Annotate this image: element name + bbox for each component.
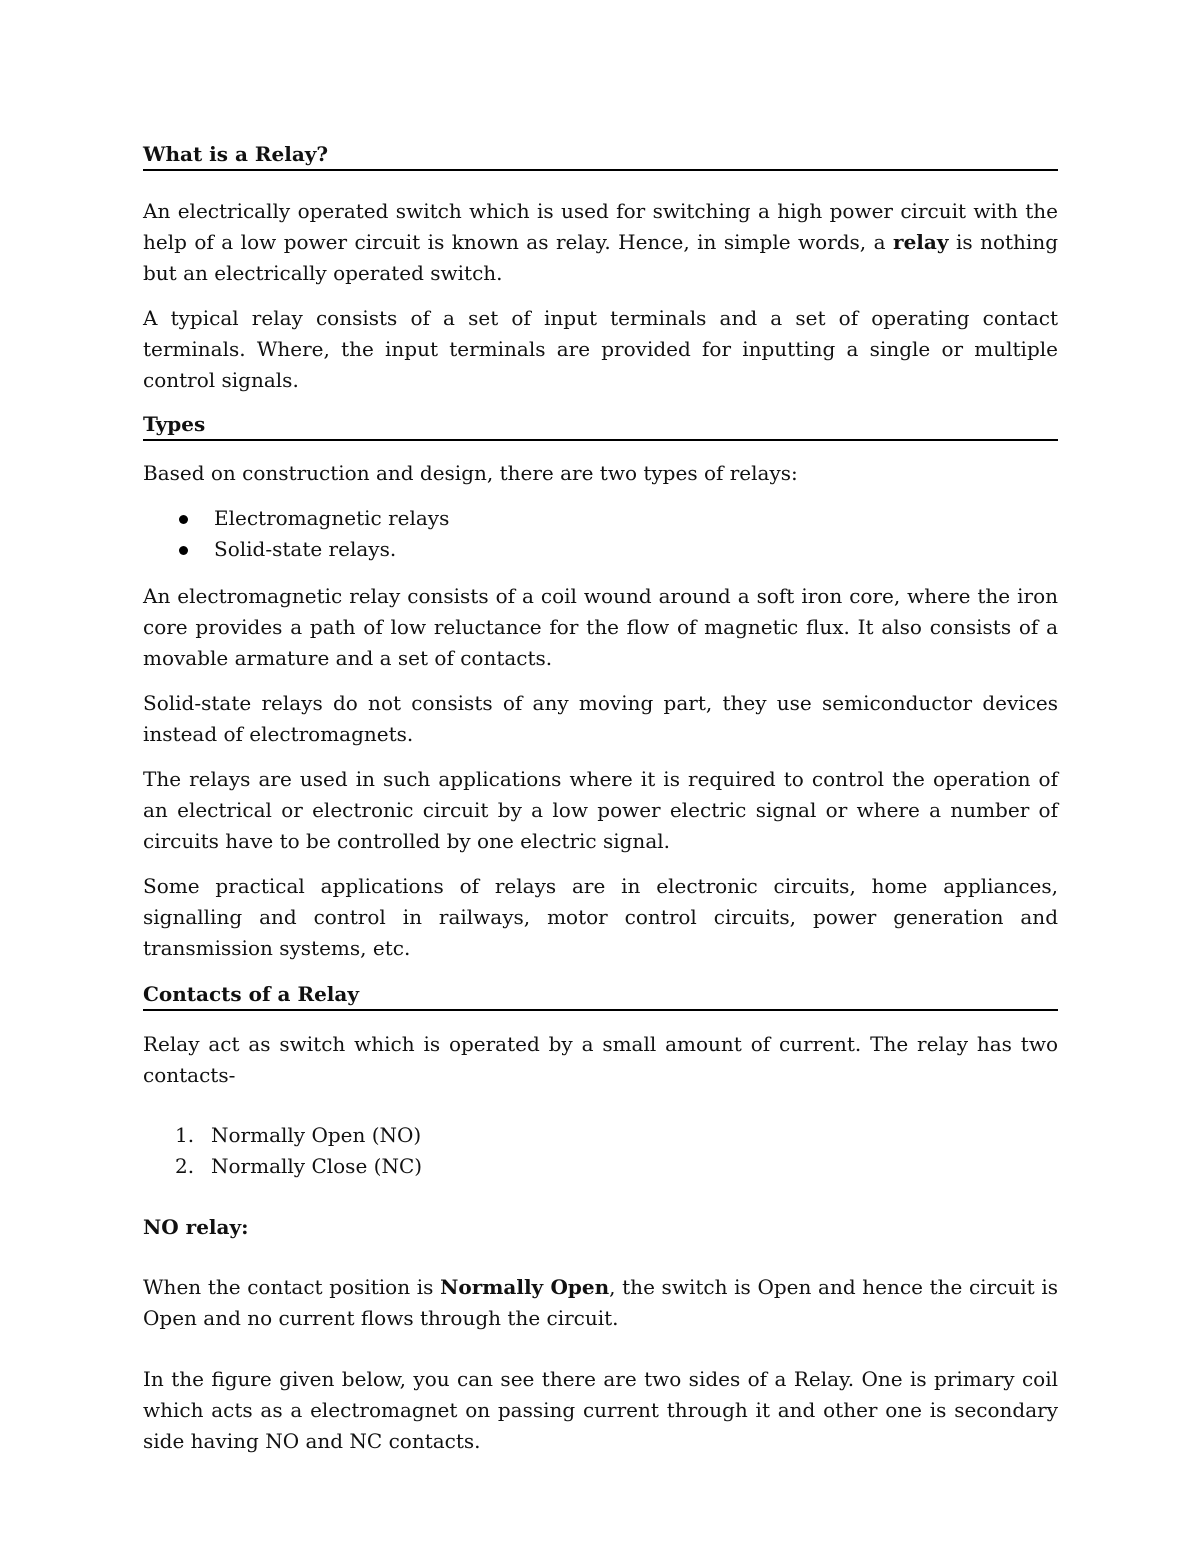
list-item — [143, 503, 1058, 534]
text-segment: , the switch is Open and hence the circuit is Open and no current flows through the circuit. — [143, 1275, 1059, 1330]
paragraph-normally-open — [143, 1272, 1058, 1334]
list-item-label: Electromagnetic relays — [214, 506, 450, 530]
list-item — [143, 534, 1058, 565]
heading-contacts-of-a-relay: Contacts of a Relay — [143, 980, 1058, 1011]
text-segment: An electrically operated switch which is used for switching a high power circuit with the help of a low power circuit is known as relay. Hence, in simple words, a — [143, 199, 1058, 254]
heading-no-relay: NO relay: — [143, 1215, 249, 1239]
document-page — [143, 140, 1058, 1457]
paragraph-electromagnetic-relay: An electromagnetic relay consists of a coil wound around a soft iron core, where the iron core provides a path of low reluctance for the flow of magnetic flux. It also consists of a movable armature and a set of contacts. — [143, 584, 1058, 670]
list-item-label: Normally Open (NO) — [211, 1123, 422, 1147]
text-segment: is nothing but an electrically operated switch. — [143, 230, 1058, 285]
paragraph-figure-description: In the figure given below, you can see there are two sides of a Relay. One is primary coil which acts as a electromagnet on passing current through it and other one is secondary side having NO and NC contacts. — [143, 1367, 1058, 1453]
text-segment: When the contact position is — [143, 1275, 441, 1299]
list-item-label: Solid-state relays. — [214, 537, 397, 561]
numbered-list-contacts — [143, 1120, 1058, 1182]
bullet-icon — [179, 515, 188, 524]
paragraph-relay-uses: The relays are used in such applications where it is required to control the operation of an electrical or electronic circuit by a low power electric signal or where a number of circuits have to be controlled by one electric signal. — [143, 767, 1058, 853]
paragraph-contacts-intro: Relay act as switch which is operated by a small amount of current. The relay has two contacts- — [143, 1032, 1058, 1087]
paragraph-relay-applications: Some practical applications of relays are in electronic circuits, home appliances, signalling and control in railways, motor control circuits, power generation and transmission systems, etc. — [143, 874, 1058, 960]
list-item-label: Normally Close (NC) — [211, 1154, 423, 1178]
list-item — [143, 1120, 1058, 1151]
bullet-list-relay-types — [143, 503, 1058, 565]
paragraph-relay-definition — [143, 196, 1058, 289]
heading-what-is-a-relay: What is a Relay? — [143, 140, 1058, 171]
list-number: 2. — [175, 1154, 195, 1178]
bullet-icon — [179, 546, 188, 555]
paragraph-solid-state-relay: Solid-state relays do not consists of any moving part, they use semiconductor devices instead of electromagnets. — [143, 691, 1058, 746]
list-item — [143, 1151, 1058, 1182]
paragraph-typical-relay: A typical relay consists of a set of input terminals and a set of operating contact terminals. Where, the input terminals are provided for inputting a single or multiple control signals. — [143, 306, 1058, 392]
bold-term-relay: relay — [893, 230, 949, 254]
paragraph-types-intro: Based on construction and design, there are two types of relays: — [143, 461, 798, 485]
list-number: 1. — [175, 1123, 195, 1147]
heading-types: Types — [143, 410, 1058, 441]
bold-term-normally-open: Normally Open — [440, 1275, 610, 1299]
